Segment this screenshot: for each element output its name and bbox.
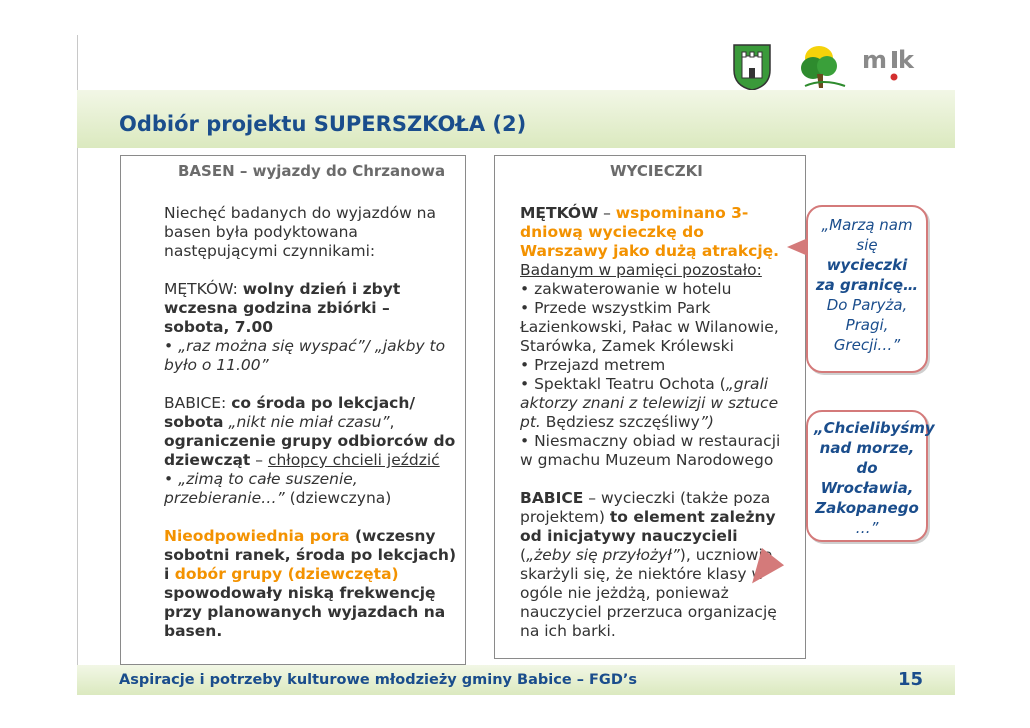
memory-sights: • Przede wszystkim Park Łazienkowski, Pałac w Wilanowie, Starówka, Zamek Królewski <box>520 299 779 355</box>
bubble1-line6: Pragi, <box>845 316 889 334</box>
theatre-quote: „grali aktorzy znani z telewizji w sztuce pt. <box>520 375 779 431</box>
boys-wanted: chłopcy chcieli jeździć <box>267 451 440 469</box>
girl-attribution: (dziewczyna) <box>284 489 392 507</box>
bubble1-line2: się <box>856 236 878 254</box>
footer-title: Aspiracje i potrzeby kulturowe młodzieży gminy Babice – FGD’s <box>119 672 637 688</box>
bubble1-line1: „Marzą nam <box>821 216 913 234</box>
teacher-quote: „żeby się przyłożył” <box>526 546 680 564</box>
babice-group-limit: ograniczenie grupy odbiorców do dziewcząt <box>164 432 456 469</box>
bubble1-line5: Do Paryża, <box>826 296 908 314</box>
memory-dinner: • Niesmaczny obiad w restauracji w gmachu Muzeum Narodowego <box>520 432 781 469</box>
babice-trip-text1: – wycieczki (także poza projektem) <box>520 489 771 526</box>
girl-quote: • „zimą to całe suszenie, przebieranie…” <box>164 470 358 507</box>
bubble2-line6: …” <box>855 519 879 537</box>
bubble2-line2: nad morze, <box>819 439 915 457</box>
crest-logo <box>731 42 773 92</box>
memories-heading: Badanym w pamięci pozostało: <box>520 261 762 279</box>
tree-logo <box>797 40 849 92</box>
bubble1-line4: za granicę… <box>815 276 919 294</box>
bubble1-tail <box>787 238 808 256</box>
page-title: Odbiór projektu SUPERSZKOŁA (2) <box>119 112 527 136</box>
metkow-quote: • „raz można się wyspać”/ „jakby to było o 11.00” <box>164 337 446 374</box>
basen-conclusion <box>164 527 460 641</box>
babice-trip-label: BABICE <box>520 489 584 507</box>
bubble1-line3: wycieczki <box>826 256 908 274</box>
warsaw-trip: wspominano 3-dniową wycieczkę do Warszawy jako dużą atrakcję. <box>520 204 780 260</box>
conclusion-text1: (wczesny sobotni ranek, środa po lekcjach) i <box>164 527 457 583</box>
memory-metro: • Przejazd metrem <box>520 356 666 374</box>
metkow-reason: wolny dzień i zbyt wczesna godzina zbiórki – sobota, 7.00 <box>164 280 401 336</box>
babice-trip-text3: ), uczniowie skarżyli się, że niektóre klasy w ogóle nie jeżdżą, ponieważ nauczyciel przerzuca organizację na ich barki. <box>520 546 777 640</box>
teacher-dependency: to element zależny od inicjatywy nauczycieli <box>520 508 776 545</box>
memory-hotel: • zakwaterowanie w hotelu <box>520 280 732 298</box>
title-band <box>77 90 955 148</box>
bubble2-line4: Wrocławia, <box>820 479 914 497</box>
metkow-trip-dash: – <box>598 204 616 222</box>
metkow-basen-paragraph <box>164 280 460 337</box>
page-number: 15 <box>897 669 923 690</box>
mik-logo <box>860 44 920 84</box>
svg-text:k: k <box>898 46 914 74</box>
memory-theatre <box>520 375 788 432</box>
left-column-heading: BASEN – wyjazdy do Chrzanowa <box>178 162 446 180</box>
metkow-trip-label: MĘTKÓW <box>520 204 599 222</box>
left-intro: Niechęć badanych do wyjazdów na basen była podyktowana następującymi czynnikami: <box>164 204 436 260</box>
metkow-label: MĘTKÓW: <box>164 280 243 298</box>
babice-reason: co środa po lekcjach/ sobota <box>164 394 416 431</box>
bubble1-line7: Grecji…” <box>833 336 901 354</box>
babice-dash: – <box>250 451 268 469</box>
footer-band <box>77 665 955 695</box>
theatre-b: Będziesz szczęśliwy <box>540 413 700 431</box>
wrong-time: Nieodpowiednia pora <box>164 527 350 545</box>
left-column-text <box>164 204 460 641</box>
babice-trip-text2: ( <box>520 546 527 564</box>
babice-label: BABICE: <box>164 394 232 412</box>
girl-quote-line <box>164 470 460 508</box>
theatre-a: • Spektakl Teatru Ochota ( <box>520 375 726 393</box>
group-selection: dobór grupy (dziewczęta) <box>174 565 399 583</box>
theatre-c: ”) <box>699 413 714 431</box>
metkow-trip-paragraph <box>520 204 788 261</box>
right-column-heading: WYCIECZKI <box>610 162 703 180</box>
bubble2-line5: Zakopanego <box>815 499 919 517</box>
bubble2-line3: do <box>856 459 878 477</box>
svg-text:m: m <box>862 46 888 74</box>
babice-basen-paragraph <box>164 394 460 470</box>
babice-sep: , <box>389 413 395 431</box>
speech-bubble-abroad <box>806 205 928 373</box>
babice-quote: „nikt nie miał czasu” <box>223 413 390 431</box>
conclusion-text2: spowodowały niską frekwencję przy planowanych wyjazdach na basen. <box>164 584 446 640</box>
speech-bubble-domestic <box>806 410 935 542</box>
bubble2-line1: „Chcielibyśmy <box>814 419 935 437</box>
